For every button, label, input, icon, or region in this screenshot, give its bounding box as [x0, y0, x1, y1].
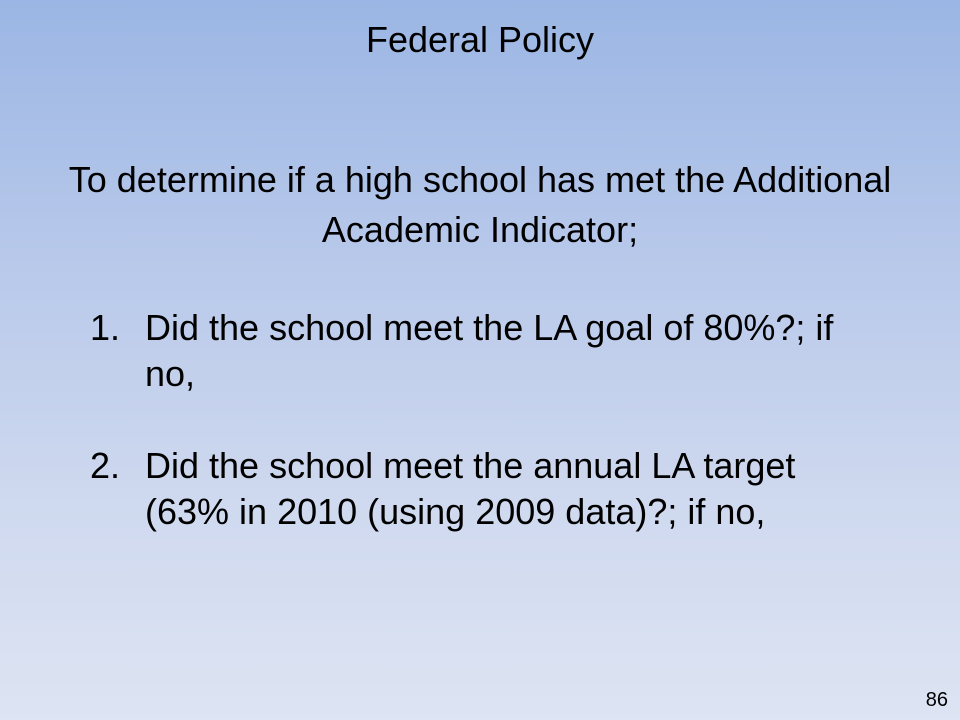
slide-title: Federal Policy [365, 19, 595, 60]
steps-list [90, 305, 850, 581]
step-text: Did the school meet the annual LA target (63% in 2010 (using 2009 data)?; if no, [145, 445, 796, 532]
step-number: 2. [90, 445, 121, 486]
intro-text: To determine if a high school has met the Additional Academic Indicator; [68, 159, 892, 250]
list-item [90, 305, 850, 397]
list-item [90, 443, 850, 535]
page-number: 86 [925, 689, 948, 711]
step-number: 1. [90, 307, 121, 348]
step-text: Did the school meet the LA goal of 80%?; if no, [145, 307, 834, 394]
